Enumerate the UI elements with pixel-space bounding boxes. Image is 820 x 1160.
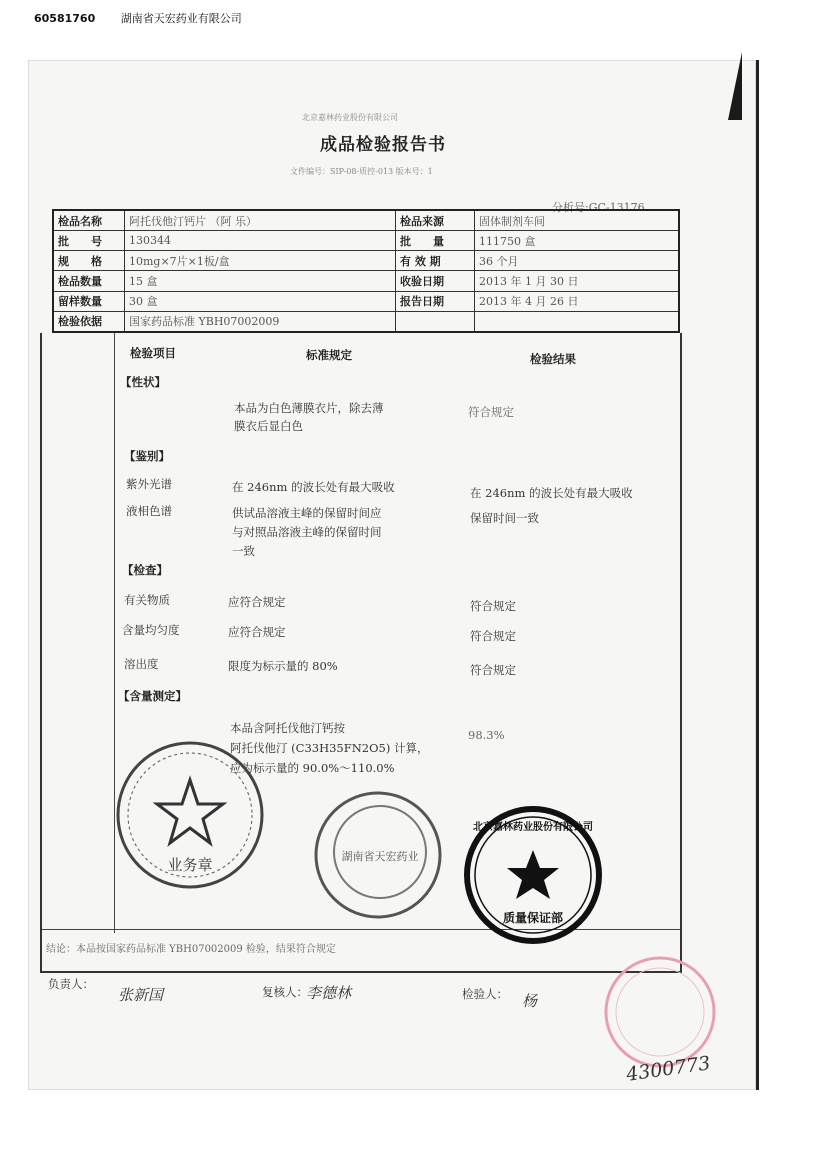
section-inspection: 【检查】 [122,563,168,577]
owner-signature: 张新国 [118,986,164,1004]
uniformity-standard: 应符合规定 [228,625,286,639]
header-table [52,209,680,333]
uniformity-result: 符合规定 [470,629,516,643]
mid-seal [300,780,460,930]
red-seal-ring [606,958,714,1066]
inspector-label: 检验人： [462,987,508,1001]
assay-result: 98.3% [468,728,505,742]
appearance-std-1: 本品为白色薄膜衣片，除去薄 [234,401,384,415]
reviewer-label: 复核人： [262,985,308,999]
value-received: 2013 年 1 月 30 日 [475,271,680,291]
value-report: 2013 年 4 月 26 日 [475,291,680,311]
col-item: 检验项目 [130,346,176,360]
analysis-number: 分析号:GC-13176 [552,201,645,214]
reviewer-signature: 李德林 [306,984,352,1002]
fax-code: 60581760 [34,12,96,25]
dissolution-result: 符合规定 [470,663,516,677]
inspector-signature: 杨 [522,992,538,1010]
assay-std-3: 应为标示量的 90.0%～110.0% [230,761,395,775]
label-expiry: 有 效 期 [396,251,475,271]
blank-cell [396,311,475,332]
corner-mark [728,52,742,120]
value-expiry: 36 个月 [475,251,680,271]
related-item: 有关物质 [124,593,170,607]
blank-cell [475,311,680,332]
col-result: 检验结果 [530,352,576,366]
label-batch: 批 号 [53,231,125,251]
hplc-item: 液相色谱 [126,504,172,518]
qa-seal [458,800,608,950]
label-spec: 规 格 [53,251,125,271]
org-line: 北京嘉林药业股份有限公司 [302,113,398,122]
handwritten-number: 4300773 [624,1052,712,1086]
label-batch-size: 批 量 [396,231,475,251]
appearance-result: 符合规定 [468,405,514,419]
value-basis: 国家药品标准 YBH07002009 [125,311,396,332]
hplc-std-3: 一致 [232,544,255,558]
red-seal-inner [616,968,704,1056]
related-result: 符合规定 [470,599,516,613]
uv-standard: 在 246nm 的波长处有最大吸收 [232,480,395,494]
uniformity-item: 含量均匀度 [122,623,180,637]
qa-seal-company: 北京嘉林药业股份有限公司 [473,822,593,833]
conclusion: 结论：本品按国家药品标准 YBH07002009 检验，结果符合规定 [46,944,336,955]
uv-item: 紫外光谱 [126,477,172,491]
dissolution-standard: 限度为标示量的 80% [228,659,338,673]
label-retain: 留样数量 [53,291,125,311]
value-source: 固体制剂车间 [475,210,680,231]
star-icon [507,850,559,899]
assay-std-2: 阿托伐他汀 (C33H35FN2O5) 计算， [230,741,429,755]
star-icon [157,780,223,843]
label-received: 收验日期 [396,271,475,291]
value-product: 阿托伐他汀钙片 （阿 乐） [125,210,396,231]
value-batch-size: 111750 盒 [475,231,680,251]
qa-seal-dept: 质量保证部 [502,911,564,925]
hplc-result: 保留时间一致 [470,511,539,525]
section-identification: 【鉴别】 [124,449,170,463]
section-assay: 【含量测定】 [118,689,187,703]
related-standard: 应符合规定 [228,595,286,609]
value-retain: 30 盒 [125,291,396,311]
value-batch: 130344 [125,231,396,251]
hplc-std-2: 与对照品溶液主峰的保留时间 [232,525,382,539]
mid-seal-text: 湖南省天宏药业 [341,850,419,863]
label-source: 检品来源 [396,210,475,231]
dissolution-item: 溶出度 [124,657,159,671]
page-title: 成品检验报告书 [320,135,446,155]
owner-label: 负责人： [48,977,94,991]
label-product: 检品名称 [53,210,125,231]
doc-number: 文件编号：SIP-08-质控-013 版本号：1 [290,167,433,176]
business-seal-text: 业务章 [167,856,213,874]
section-appearance: 【性状】 [120,375,166,389]
col-standard: 标准规定 [306,348,352,362]
label-report: 报告日期 [396,291,475,311]
uv-result: 在 246nm 的波长处有最大吸收 [470,486,633,500]
appearance-std-2: 膜衣后显白色 [234,419,303,433]
value-spec: 10mg×7片×1板/盒 [125,251,396,271]
business-seal [110,730,280,900]
label-qty: 检品数量 [53,271,125,291]
assay-std-1: 本品含阿托伐他汀钙按 [230,721,345,735]
fax-header [34,10,242,26]
company-name: 湖南省天宏药业有限公司 [120,12,242,25]
value-qty: 15 盒 [125,271,396,291]
hplc-std-1: 供试品溶液主峰的保留时间应 [232,506,382,520]
label-basis: 检验依据 [53,311,125,332]
